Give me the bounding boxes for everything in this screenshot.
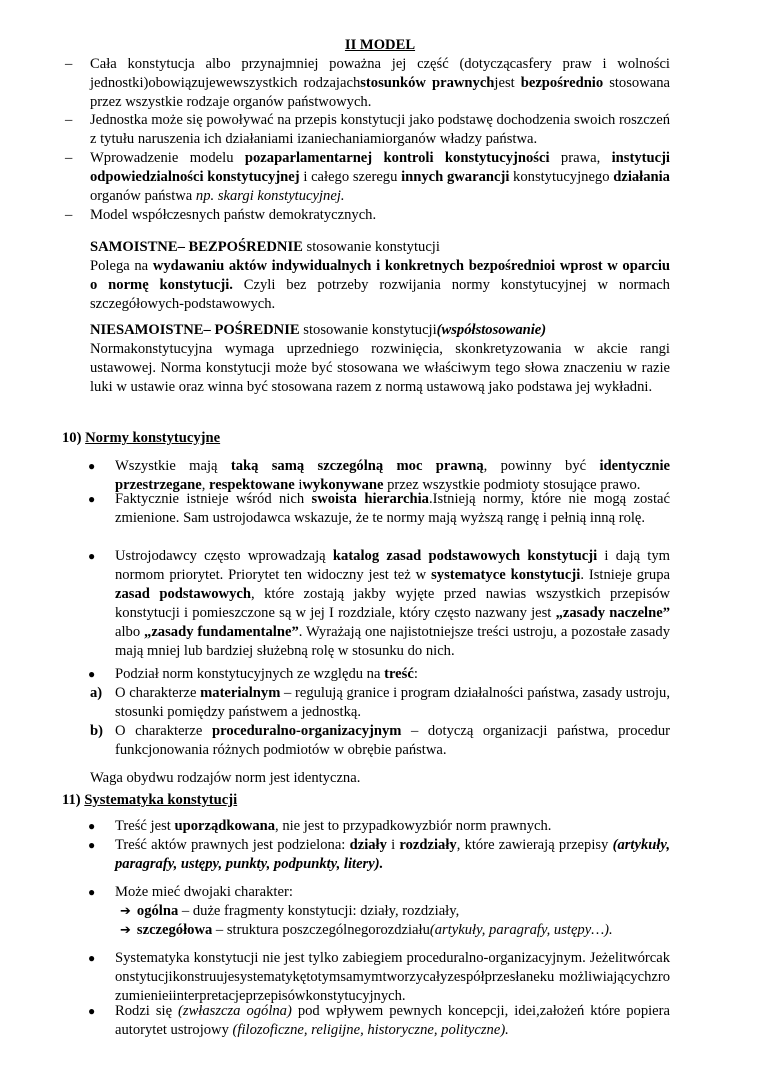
section-11-heading	[62, 791, 662, 810]
text: , powinny być	[483, 458, 600, 474]
sec10-note: Waga obydwu rodzajów norm jest identyczna.	[90, 770, 361, 786]
text: :	[413, 666, 418, 682]
text: . Wyrażają one najistotniejsze treści ustroju, a pozostałe zasady mają mniej lub bardziej służebną rolę w stosunku do nich.	[115, 624, 670, 659]
heading-bold: NIESAMOISTNE– POŚREDNIE	[90, 322, 300, 338]
niesamoistne-paragraph: Normakonstytucyjna wymaga uprzedniego rozwinięcia, skonkretyzowania w akcie rangi ustawowej. Norma konstytucji może być stosowana we właściwym tego słowa znaczeniu w razie luki w ustawie oraz winna być stosowana razem z normą ustawową jako podstawa jej wykładni.	[90, 341, 670, 395]
text: konstytucyjnego	[509, 169, 614, 185]
bullet-icon: ●	[88, 838, 96, 852]
sec10-bullet-2	[88, 490, 670, 528]
text: – dotyczą organizacji państwa, procedur funkcjonowania różnych podmiotów w obrębie państwa.	[115, 723, 670, 758]
sec11-bullet-1	[88, 817, 670, 836]
italic-text: np. skargi konstytucyjnej.	[195, 188, 345, 204]
bullet-icon: ●	[88, 819, 96, 833]
bold-text: działania	[613, 169, 670, 185]
arrow-right-icon: ➔	[120, 923, 131, 938]
bold-text: wykonywane	[302, 477, 384, 493]
text: – regulują granice i program działalności państwa, zasady ustroju, stosunki pomiędzy państwem a jednostką.	[115, 685, 670, 720]
text: albo	[115, 624, 145, 640]
bullet-icon: ●	[88, 951, 96, 965]
bullet-icon: ●	[88, 667, 96, 681]
text: – duże fragmenty konstytucji: działy, rozdziały,	[178, 903, 460, 919]
bold-text: szczegółowa	[136, 922, 213, 938]
bold-text: katalog zasad podstawowych konstytucji	[332, 548, 598, 564]
bold-text: pozaparlamentarnej kontroli konstytucyjności	[244, 150, 550, 166]
bold-text: proceduralno-organizacyjnym	[211, 723, 402, 739]
text: Systematyka konstytucji nie jest tylko zabiegiem proceduralno-organizacyjnym. Jeżelitwórcakonstytucjikonstruujesystematykętotymsamymtworzycałyzespółprzesłaneku możliwiającychzrozumienieiinterpretacjeprzepisówkonstytucyjnych.	[115, 950, 670, 1004]
bold-text: ogólna	[136, 903, 179, 919]
text: jest	[494, 75, 521, 91]
section-title: Normy konstytucyjne	[85, 430, 221, 446]
bold-text: działy	[349, 837, 387, 853]
text: i	[294, 477, 303, 493]
bold-text: identycznie przestrzegane	[115, 458, 670, 493]
text: Treść jest	[115, 818, 175, 834]
heading-bold: SAMOISTNE– BEZPOŚREDNIE	[90, 239, 303, 255]
dash-marker: –	[65, 56, 73, 72]
text: Faktycznie istnieje wśród nich	[115, 491, 312, 507]
text: Model współczesnych państw demokratycznych.	[90, 207, 377, 223]
sec11-arrow-1	[120, 902, 675, 921]
text: Czyli bez potrzeby rozwijania normy konstytucyjnej w normach szczegółowych-podstawowych.	[90, 277, 670, 312]
sec10-bullet-4	[88, 665, 670, 684]
section-number: 10)	[62, 430, 82, 446]
italic-text: (filozoficzne, religijne, historyczne, polityczne).	[232, 1022, 509, 1038]
sec10-item-a	[90, 684, 670, 722]
bold-text: „zasady naczelne”	[555, 605, 671, 621]
text: Jednostka może się powoływać na przepis konstytucji jako podstawę dochodzenia swoich roszczeń z tytułu naruszenia ich działaniami izaniechaniamiorganów władzy państwa.	[90, 112, 670, 147]
bold-text: treść	[384, 666, 414, 682]
samoistne-paragraph	[90, 257, 670, 314]
italic-text: (artykuły, paragrafy, ustępy…).	[429, 922, 613, 938]
bold-text: instytucji odpowiedzialności konstytucyjnej	[90, 150, 670, 185]
bold-text: bezpośrednio	[520, 75, 604, 91]
text: .Istnieją normy, które nie mogą zostać zmienione. Sam ustrojodawca wskazuje, że te normy mają wyższą rangę i pełnią inną rolę.	[115, 491, 670, 526]
bold-text: systematyce konstytucji	[431, 567, 581, 583]
text: Może mieć dwojaki charakter:	[115, 884, 293, 900]
text: organów państwa	[90, 188, 196, 204]
dash-item-1	[65, 55, 670, 112]
bold-text: stosunków prawnych	[360, 75, 495, 91]
text: Wszystkie mają	[115, 458, 231, 474]
text: Polega na	[90, 258, 153, 274]
sec11-bullet-5	[88, 1002, 670, 1040]
dash-item-3	[65, 149, 670, 206]
dash-marker: –	[65, 207, 73, 223]
sec11-arrow-2	[120, 921, 675, 940]
text: Treść aktów prawnych jest podzielona:	[115, 837, 350, 853]
sec11-bullet-4	[88, 949, 670, 1006]
italic-text: (zwłaszcza ogólna)	[178, 1003, 292, 1019]
dash-marker: –	[65, 150, 73, 166]
bullet-icon: ●	[88, 459, 96, 473]
sec11-bullet-3	[88, 883, 670, 902]
text: Podział norm konstytucyjnych ze względu na	[115, 666, 385, 682]
text: , które zostają jakby wyjęte przed nawias wszystkich przepisów konstytucji i pomieszczone są w jej I rozdziale, który często nazwany jest	[115, 586, 670, 621]
text: i dają tym normom priorytet. Priorytet ten widoczny jest też w	[115, 548, 670, 583]
text: Wprowadzenie modelu	[90, 150, 245, 166]
section-title: Systematyka konstytucji	[84, 792, 238, 808]
text: stosowana przez wszystkie rodzaje organów państwowych.	[90, 75, 670, 110]
section-10-heading	[62, 429, 662, 448]
text: , które zawierają przepisy	[456, 837, 613, 853]
text: pod wpływem pewnych koncepcji, idei,założeń które popiera autorytet ustrojowy	[115, 1003, 670, 1038]
text: i	[386, 837, 400, 853]
text: O charakterze	[115, 723, 212, 739]
arrow-right-icon: ➔	[120, 904, 131, 919]
dash-marker: –	[65, 112, 73, 128]
text: Cała konstytucja albo przynajmniej poważna jej część (dotyczącasfery praw i wolności jednostki)obowiązujewewszystkich rodzajach	[90, 56, 670, 91]
bold-text: swoista hierarchia	[311, 491, 429, 507]
text: Ustrojodawcy często wprowadzają	[115, 548, 333, 564]
text: ,	[201, 477, 210, 493]
niesamoistne-heading	[90, 321, 670, 340]
text: prawa,	[549, 150, 612, 166]
text: , nie jest to przypadkowyzbiór norm prawnych.	[275, 818, 552, 834]
bold-text: zasad podstawowych	[115, 586, 251, 602]
bullet-icon: ●	[88, 549, 96, 563]
bold-text: respektowane	[209, 477, 295, 493]
bold-text: innych gwarancji	[401, 169, 510, 185]
page-title: II MODEL	[344, 37, 416, 53]
sec10-bullet-3	[88, 547, 671, 661]
text: . Istnieje grupa	[580, 567, 670, 583]
list-label: a)	[90, 685, 103, 701]
dash-item-2	[65, 111, 670, 149]
bold-text: uporządkowana	[174, 818, 276, 834]
list-label: b)	[90, 723, 103, 739]
bold-text: „zasady fundamentalne”	[144, 624, 299, 640]
heading-italic: (współstosowanie)	[436, 322, 547, 338]
heading-rest: stosowanie konstytucji	[302, 239, 440, 255]
bold-text: materialnym	[200, 685, 281, 701]
text: O charakterze	[115, 685, 201, 701]
bold-text: taką samą szczególną moc prawną	[230, 458, 484, 474]
text: – struktura poszczególnegorozdziału	[212, 922, 430, 938]
bullet-icon: ●	[88, 1004, 96, 1018]
text: przez wszystkie podmioty stosujące prawo.	[383, 477, 641, 493]
dash-item-4	[65, 206, 670, 225]
heading-rest: stosowanie konstytucji	[299, 322, 437, 338]
section-number: 11)	[62, 792, 81, 808]
bold-text: wydawaniu aktów indywidualnych i konkretnych bezpośrednioi wprost w oparciu o normę konstytucji.	[90, 258, 671, 293]
bullet-icon: ●	[88, 492, 96, 506]
text: Rodzi się	[115, 1003, 179, 1019]
bullet-icon: ●	[88, 885, 96, 899]
text: i całego szeregu	[299, 169, 402, 185]
bold-italic-text: (artykuły, paragrafy, ustępy, punkty, podpunkty, litery).	[115, 837, 670, 872]
bold-text: rozdziały	[399, 837, 457, 853]
samoistne-heading	[90, 238, 670, 257]
sec10-item-b	[90, 722, 670, 760]
sec11-bullet-2	[88, 836, 670, 874]
